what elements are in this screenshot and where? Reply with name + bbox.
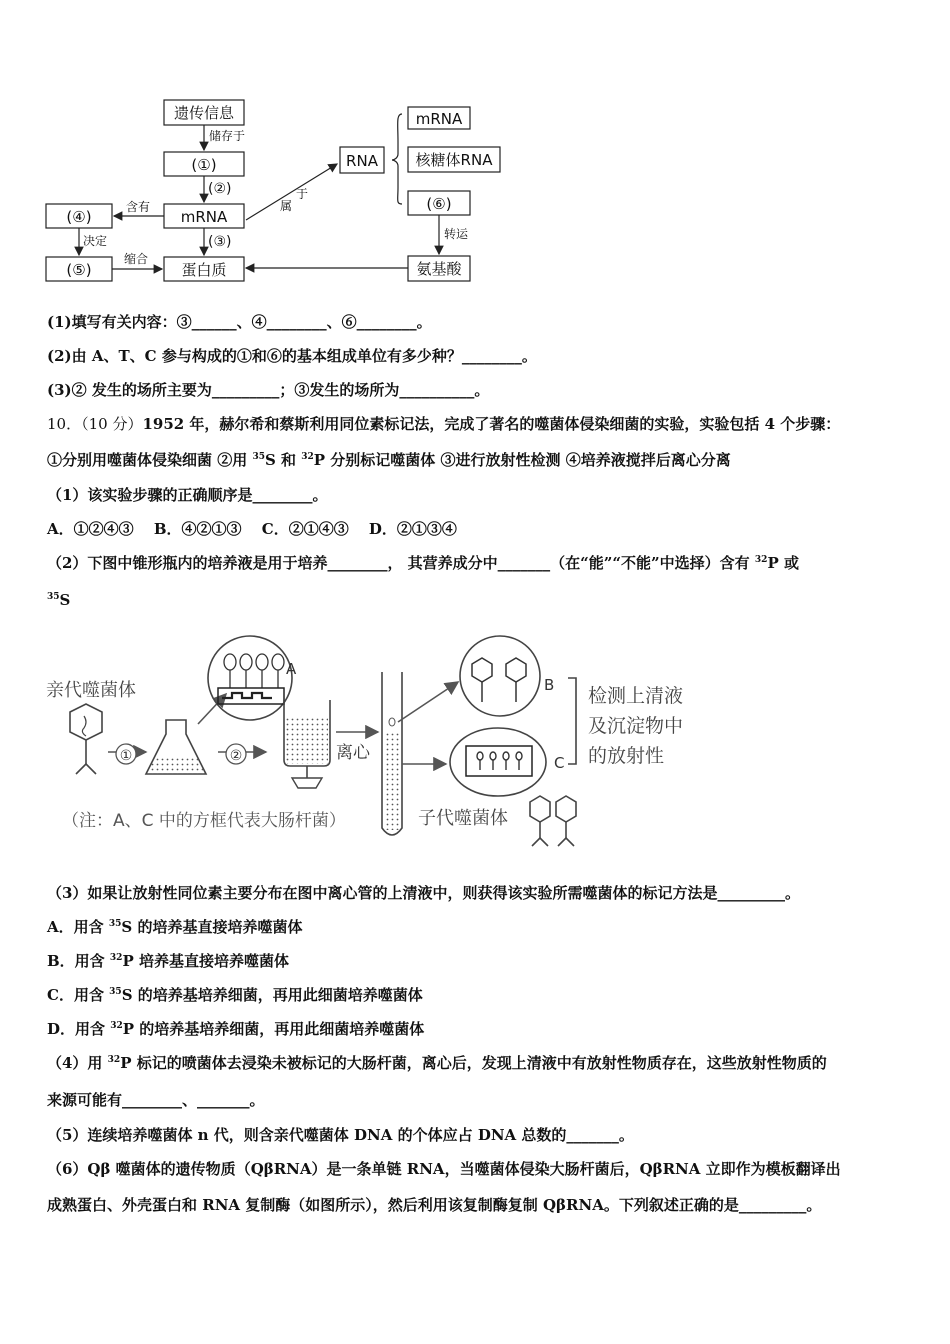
mixing-beaker <box>284 700 330 788</box>
step-1-label: ① <box>119 748 133 764</box>
q10-option-c <box>47 985 423 1005</box>
q10-option-d <box>47 1019 424 1039</box>
option-d-text: P 的培养基培养细菌，再用此细菌培养噬菌体 <box>122 1020 425 1038</box>
rrna-text: 核糖体RNA <box>415 151 493 169</box>
option-d-prefix: D．用含 <box>47 1020 111 1038</box>
sup-32: 32 <box>110 1021 123 1031</box>
sup-35: 35 <box>108 919 122 929</box>
sup-32: 32 <box>754 555 768 565</box>
q10-sub-4-a: （4）用 <box>47 1054 108 1072</box>
q10-option-b <box>47 951 289 971</box>
zoom-circle-a <box>208 636 292 720</box>
sup-32: 32 <box>109 953 123 963</box>
q10-sub-6: （6）Qβ 噬菌体的遗传物质（QβRNA）是一条单链 RNA，当噬菌体侵染大肠杆菌后，QβRNA 立即作为模板翻译出 <box>47 1160 841 1178</box>
box-6-text: (⑥) <box>426 195 452 213</box>
q10-sub-6-cont: 成熟蛋白、外壳蛋白和 RNA 复制酶（如图所示），然后利用该复制酶复制 QβRNA。下列叙述正确的是_________。 <box>47 1196 822 1214</box>
q10-sub-2-b: P 或 <box>767 554 799 572</box>
transport-label: 转运 <box>444 227 469 241</box>
mrna-text: mRNA <box>180 208 228 226</box>
box-5-text: (⑤) <box>66 261 92 279</box>
q10-sub-4 <box>47 1053 827 1073</box>
centrifuge-label: 离心 <box>336 743 370 763</box>
zoom-circle-c <box>450 728 546 796</box>
box-4-text: (④) <box>66 208 92 226</box>
detect-line-3: 的放射性 <box>588 745 665 767</box>
option-c-prefix: C．用含 <box>47 986 110 1004</box>
step-2-label: ② <box>229 748 243 764</box>
label-b: B <box>544 676 555 694</box>
option-c-text: S 的培养基培养细菌，再用此细菌培养噬菌体 <box>121 986 423 1004</box>
amino-acid-text: 氨基酸 <box>416 260 462 278</box>
offspring-phages-icon <box>530 796 576 846</box>
zoom-circle-b <box>460 636 540 716</box>
label-3: (③) <box>208 234 232 250</box>
q10-steps-c: P 分别标记噬菌体 ③进行放射性检测 ④培养液搅拌后离心分离 <box>313 451 731 469</box>
q10-number: 10． <box>47 415 82 433</box>
label-2: (②) <box>208 181 232 197</box>
q9-part-1: (1)填写有关内容：③______、④________、⑥________。 <box>47 313 432 331</box>
option-a-prefix: A．用含 <box>47 918 109 936</box>
label-c: C <box>554 754 565 772</box>
parent-phage-label: 亲代噬菌体 <box>46 680 136 701</box>
label-a: A <box>286 660 297 678</box>
q10-steps-a: ①分别用噬菌体侵染细菌 ②用 <box>47 451 253 469</box>
q10-points: （10 分） <box>81 415 143 433</box>
q10-intro-text: 1952 年，赫尔希和蔡斯利用同位素标记法，完成了著名的噬菌体侵染细菌的实验，实验包括 4 个步骤： <box>142 415 841 433</box>
mrna-type-text: mRNA <box>415 110 463 128</box>
belongs-label-b: 于 <box>296 187 309 201</box>
sup-32: 32 <box>107 1055 121 1065</box>
q10-sub-5: （5）连续培养噬菌体 n 代，则含亲代噬菌体 DNA 的个体应占 DNA 总数的_______。 <box>47 1126 634 1144</box>
option-a-text: S 的培养基直接培养噬菌体 <box>121 918 303 936</box>
q10-sub-3: （3）如果让放射性同位素主要分布在图中离心管的上清液中，则获得该实验所需噬菌体的标记方法是_________。 <box>47 884 800 902</box>
option-b-prefix: B．用含 <box>47 952 110 970</box>
q10-sub-4-cont: 来源可能有________、_______。 <box>47 1091 265 1109</box>
centrifuge-tube <box>382 672 402 835</box>
q10-steps <box>47 450 731 470</box>
q10-sub-1-options: A．①②④③ B．④②①③ C．②①④③ D．②①③④ <box>47 520 457 538</box>
figure-note: （注：A、C 中的方框代表大肠杆菌） <box>62 811 346 831</box>
stored-in-label: 储存于 <box>209 129 246 143</box>
belongs-label-a: 属 <box>280 199 293 213</box>
offspring-label: 子代噬菌体 <box>418 808 508 829</box>
gene-expression-flowchart <box>40 92 520 292</box>
phage-experiment-figure <box>40 632 720 857</box>
q10-option-a <box>47 917 302 937</box>
sup-35: 35 <box>252 452 265 462</box>
detect-line-1: 检测上清液 <box>588 685 684 707</box>
q10-sub-4-b: P 标记的喷菌体去浸染未被标记的大肠杆菌，离心后，发现上清液中有放射性物质存在，这些放射性物质的 <box>120 1054 827 1072</box>
contains-label: 含有 <box>126 200 151 214</box>
genetic-info-text: 遗传信息 <box>173 104 235 122</box>
parent-phage-icon <box>70 704 102 774</box>
sup-35: 35 <box>109 987 122 997</box>
q10-intro <box>47 414 840 434</box>
q9-part-2: (2)由 A、T、C 参与构成的①和⑥的基本组成单位有多少种？________。 <box>47 347 537 365</box>
q9-part-3: (3)② 发生的场所主要为_________；③发生的场所为__________。 <box>47 381 490 399</box>
q10-sub-2-c: S <box>59 591 71 609</box>
q10-sub-2 <box>47 553 799 573</box>
q10-steps-b: S 和 <box>264 451 302 469</box>
option-b-text: P 培养基直接培养噬菌体 <box>122 952 289 970</box>
q10-sub-2-cont <box>47 590 70 610</box>
rna-text: RNA <box>346 152 378 170</box>
decides-label: 决定 <box>83 234 108 248</box>
detection-bracket <box>568 678 576 764</box>
detect-line-2: 及沉淀物中 <box>588 715 684 737</box>
q10-sub-1: （1）该实验步骤的正确顺序是________。 <box>47 486 328 504</box>
protein-text: 蛋白质 <box>181 261 227 279</box>
sup-32: 32 <box>301 452 314 462</box>
box-1-text: (①) <box>191 156 217 174</box>
sup-35: 35 <box>47 592 60 602</box>
culture-flask <box>146 720 206 774</box>
condense-label: 缩合 <box>124 252 149 266</box>
q10-sub-2-a: （2）下图中锥形瓶内的培养液是用于培养________， 其营养成分中_______（在“能”“不能”中选择）含有 <box>47 554 755 572</box>
